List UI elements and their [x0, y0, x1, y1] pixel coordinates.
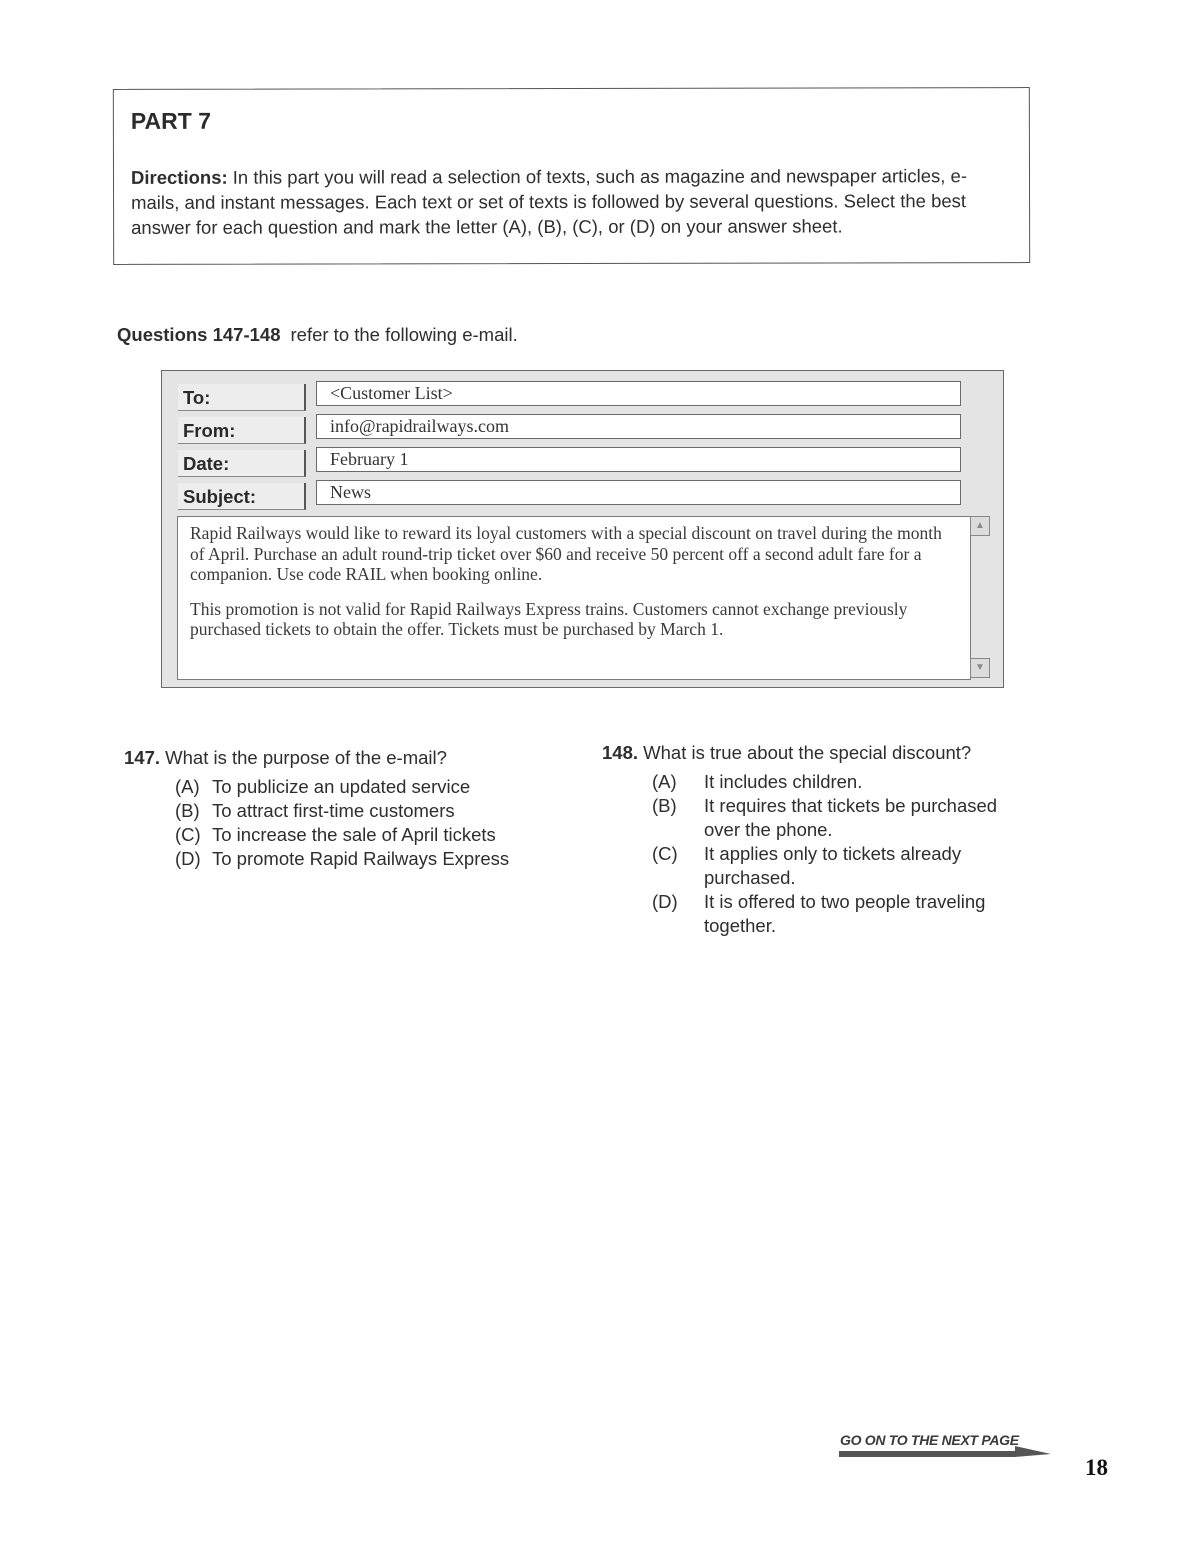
option-letter: (C) [652, 843, 678, 864]
directions-text: In this part you will read a selection of texts, such as magazine and newspaper articles, e-mails, and instant messages. Each text or set of texts is followed by several questions. Select the best answer for each question and mark the letter (A), (B), (C), or (D) on your answer sheet. [131, 165, 968, 238]
answer-option [652, 794, 1017, 842]
option-text: To increase the sale of April tickets [212, 824, 496, 845]
email-paragraph-1: Rapid Railways would like to reward its loyal customers with a special discount on travel during the month of April. Purchase an adult round-trip ticket over $60 and receive 50 percent off a second adult fare for a companion. Use code RAIL when booking online. [190, 523, 942, 584]
email-from-field: info@rapidrailways.com [316, 414, 961, 439]
option-text: To attract first-time customers [212, 800, 455, 821]
answer-options [175, 775, 509, 871]
answer-option [175, 799, 509, 823]
option-text: To promote Rapid Railways Express [212, 848, 510, 869]
email-to-field: <Customer List> [316, 381, 961, 406]
question-number: 147. [124, 747, 161, 768]
answer-options [652, 770, 1017, 938]
option-letter: (C) [175, 824, 201, 845]
option-text: It includes children. [704, 771, 863, 792]
answer-option [175, 823, 509, 847]
go-on-next-page-label: GO ON TO THE NEXT PAGE [840, 1432, 1019, 1448]
answer-option [175, 775, 509, 799]
option-text: It is offered to two people traveling together. [704, 891, 986, 936]
question-stem [602, 740, 1032, 766]
option-letter: (B) [652, 795, 677, 816]
directions-label: Directions: [130, 166, 228, 188]
question-text: What is true about the special discount? [643, 742, 972, 763]
arrow-up-icon: ▲ [975, 520, 985, 531]
answer-option [652, 890, 1017, 938]
email-subject-field: News [316, 480, 961, 505]
email-from-label: From: [178, 417, 306, 444]
answer-option [652, 770, 1017, 794]
email-body [177, 516, 971, 680]
answer-option [652, 842, 1017, 890]
option-letter: (A) [652, 771, 677, 792]
question-stem [124, 745, 509, 771]
question-148 [602, 740, 1032, 938]
email-subject-label: Subject: [178, 483, 306, 510]
option-letter: (A) [175, 776, 200, 797]
question-147 [124, 745, 509, 871]
option-letter: (D) [175, 848, 201, 869]
email-window [161, 370, 1004, 688]
questions-intro-text: refer to the following e-mail. [290, 324, 518, 345]
scroll-up-button[interactable] [970, 516, 990, 536]
question-number: 148. [602, 742, 639, 763]
email-date-field: February 1 [316, 447, 961, 472]
directions [131, 163, 1013, 240]
email-paragraph-2: This promotion is not valid for Rapid Railways Express trains. Customers cannot exchange previously purchased tickets to obtain the offer. Tickets must be purchased by March 1. [190, 598, 908, 639]
arrow-right-icon [839, 1446, 1051, 1460]
scroll-down-button[interactable] [970, 658, 990, 678]
option-text: It applies only to tickets already purchased. [704, 843, 962, 888]
part-title: PART 7 [130, 107, 212, 134]
questions-range: Questions 147-148 [117, 324, 281, 345]
part-7-directions-box [113, 87, 1030, 265]
option-text: It requires that tickets be purchased over the phone. [704, 795, 998, 840]
question-text: What is the purpose of the e-mail? [165, 747, 447, 768]
email-to-label: To: [178, 384, 306, 411]
option-letter: (B) [175, 800, 200, 821]
email-date-label: Date: [178, 450, 306, 477]
arrow-down-icon: ▼ [975, 662, 985, 673]
option-text: To publicize an updated service [212, 776, 471, 797]
page-number: 18 [1085, 1455, 1108, 1480]
questions-intro [117, 324, 518, 346]
option-letter: (D) [652, 891, 678, 912]
answer-option [175, 847, 509, 871]
